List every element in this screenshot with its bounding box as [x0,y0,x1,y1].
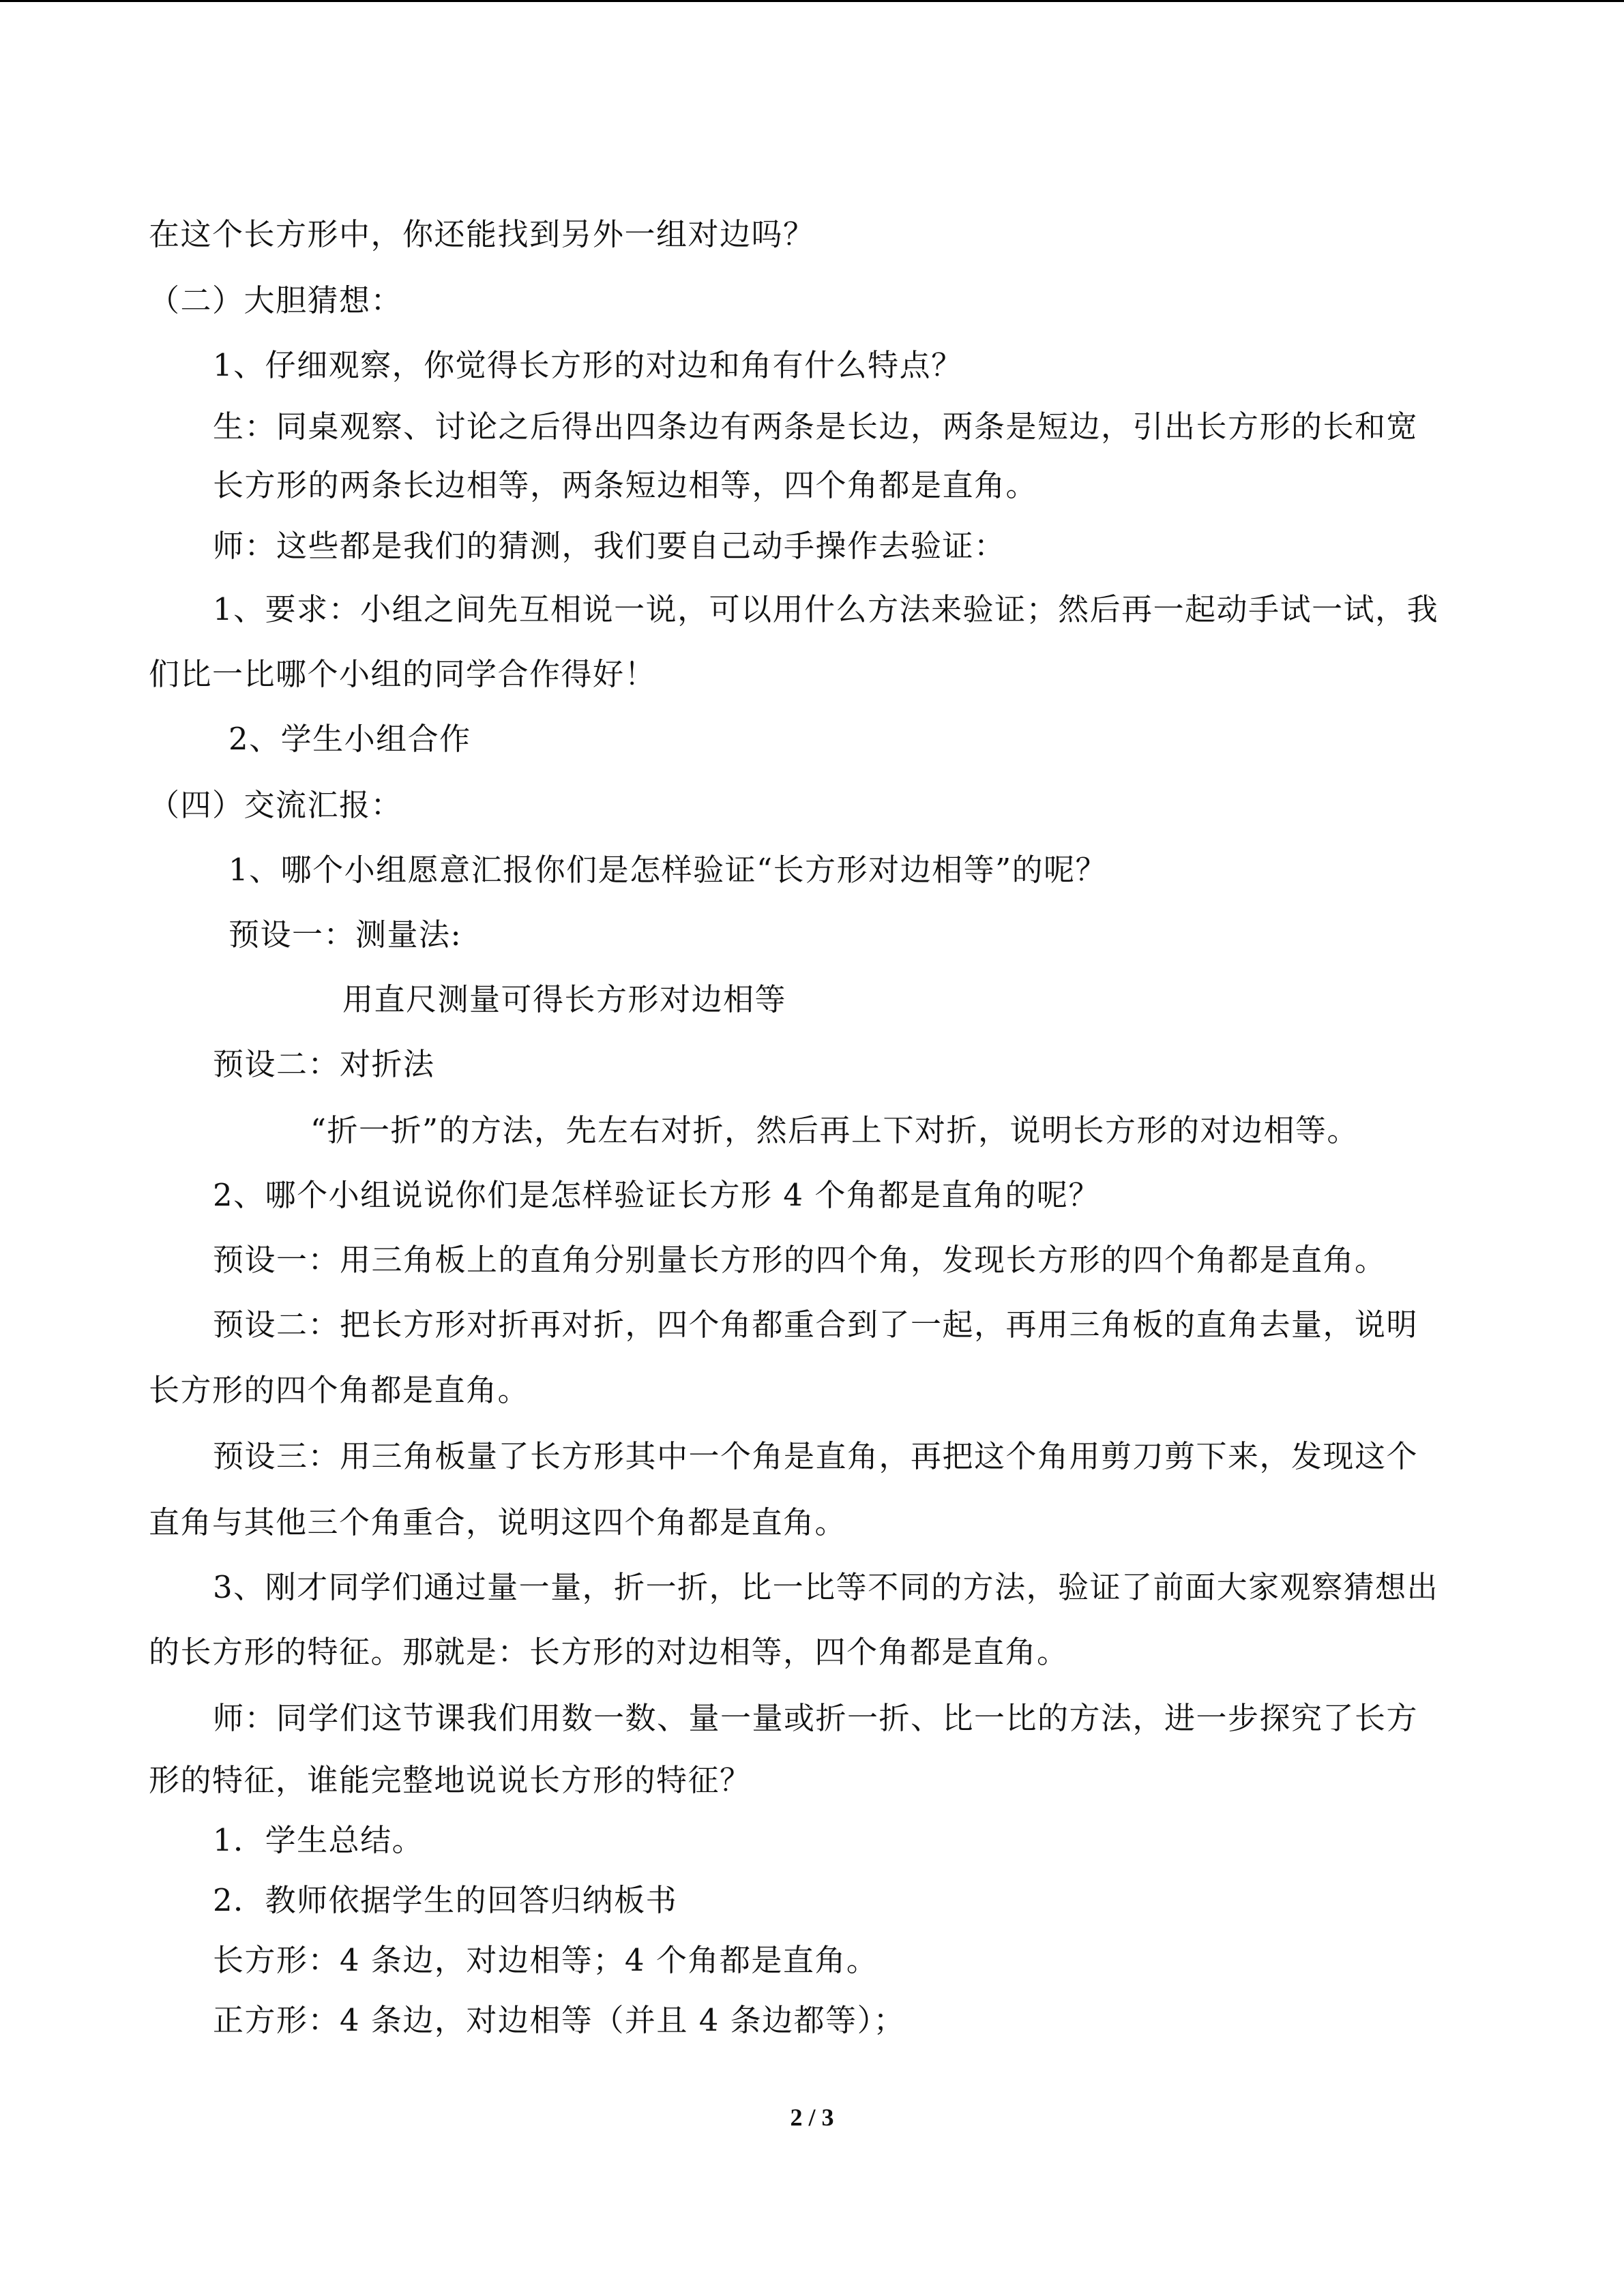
text-line: 预设二：把长方形对折再对折，四个角都重合到了一起，再用三角板的直角去量，说明 [213,1307,1419,1343]
text-line: 3、刚才同学们通过量一量，折一折，比一比等不同的方法，验证了前面大家观察猜想出 [213,1569,1439,1605]
text-line: 预设一：测量法: [228,916,462,953]
text-line: 长方形的两条长边相等，两条短边相等，四个角都是直角。 [213,467,1038,503]
text-line: 的长方形的特征。那就是：长方形的对边相等，四个角都是直角。 [149,1634,1069,1670]
text-line: 2、学生小组合作 [228,721,471,757]
section-heading: （四）交流汇报： [149,787,403,823]
text-line: 们比一比哪个小组的同学合作得好！ [149,656,657,692]
text-line: 预设三：用三角板量了长方形其中一个角是直角，再把这个角用剪刀剪下来，发现这个 [213,1438,1419,1474]
text-line: 1．学生总结。 [213,1822,424,1858]
text-line: 直角与其他三个角重合，说明这四个角都是直角。 [149,1504,847,1540]
text-line: 长方形的四个角都是直角。 [149,1372,530,1408]
text-line: 用直尺测量可得长方形对边相等 [342,981,787,1017]
text-line: 2．教师依据学生的回答归纳板书 [213,1882,678,1918]
text-line: 在这个长方形中，你还能找到另外一组对边吗？ [149,216,815,252]
text-line: 生：同桌观察、讨论之后得出四条边有两条是长边，两条是短边，引出长方形的长和宽 [213,408,1419,445]
text-line: 师：同学们这节课我们用数一数、量一量或折一折、比一比的方法，进一步探究了长方 [213,1700,1419,1736]
text-line: “折一折”的方法，先左右对折，然后再上下对折，说明长方形的对边相等。 [310,1112,1359,1148]
text-line: 预设一：用三角板上的直角分别量长方形的四个角，发现长方形的四个角都是直角。 [213,1242,1387,1278]
page-top-border [0,0,1624,2]
page-number: 2 / 3 [790,2104,834,2131]
text-line: 长方形：4 条边，对边相等；4 个角都是直角。 [213,1942,879,1978]
text-line: 1、哪个小组愿意汇报你们是怎样验证“长方形对边相等”的呢？ [228,852,1108,888]
text-line: 预设二：对折法 [213,1046,435,1082]
text-line: 师：这些都是我们的猜测，我们要自己动手操作去验证： [213,528,1006,564]
text-line: 1、仔细观察，你觉得长方形的对边和角有什么特点？ [213,347,963,383]
text-line: 1、要求：小组之间先互相说一说，可以用什么方法来验证；然后再一起动手试一试，我 [213,591,1439,627]
text-line: 正方形：4 条边，对边相等（并且 4 条边都等）； [213,2002,906,2038]
text-line: 2、哪个小组说说你们是怎样验证长方形 4 个角都是直角的呢？ [213,1177,1100,1213]
section-heading: （二）大胆猜想： [149,282,403,318]
text-line: 形的特征，谁能完整地说说长方形的特征？ [149,1762,752,1798]
